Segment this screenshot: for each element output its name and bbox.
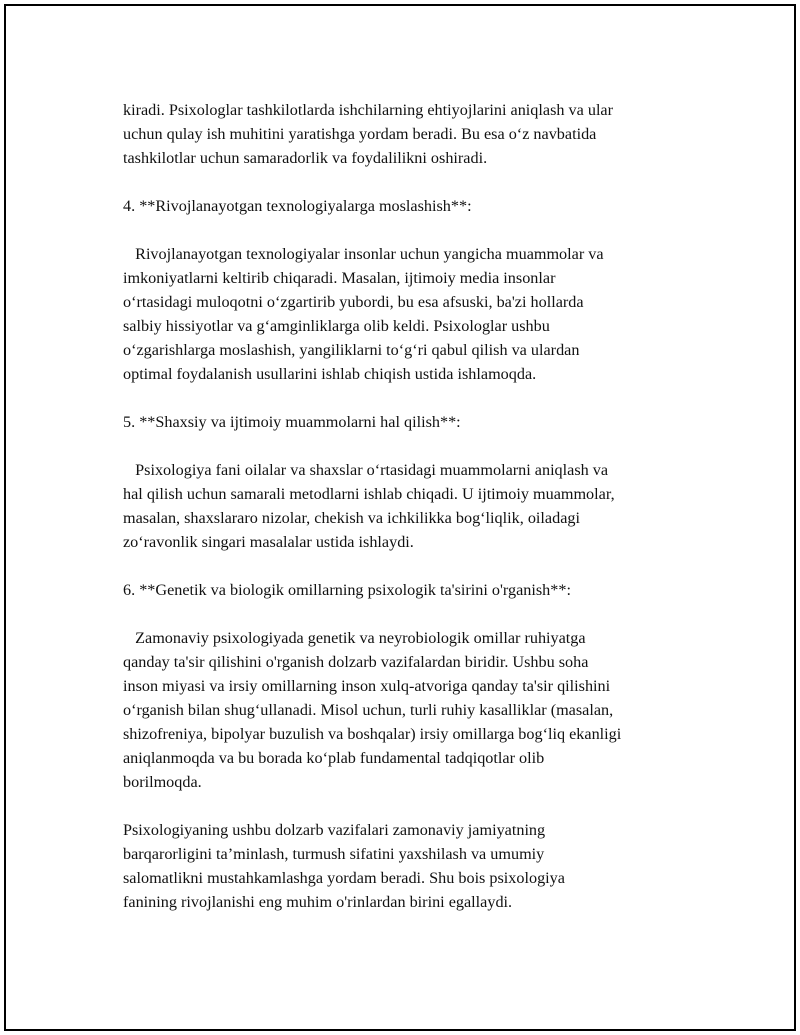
- paragraph-technologies: [123, 242, 703, 386]
- text-line: o‘rtasidagi muloqotni o‘zgartirib yubordi, bu esa afsuski, ba'zi hollarda: [123, 293, 584, 311]
- text-line: inson miyasi va irsiy omillarning inson xulq-atvoriga qanday ta'sir qilishini: [123, 677, 611, 695]
- paragraph-conclusion: [123, 818, 703, 914]
- text-line: Zamonaviy psixologiyada genetik va neyrobiologik omillar ruhiyatga: [123, 629, 586, 647]
- text-line: uchun qulay ish muhitini yaratishga yordam beradi. Bu esa o‘z navbatida: [123, 125, 597, 143]
- text-line: Psixologiyaning ushbu dolzarb vazifalari zamonaviy jamiyatning: [123, 821, 546, 839]
- paragraph-spacer: [123, 218, 703, 242]
- text-line: optimal foydalanish usullarini ishlab chiqish ustida ishlamoqda.: [123, 365, 537, 383]
- heading-line: 6. **Genetik va biologik omillarning psixologik ta'sirini o'rganish**:: [123, 581, 571, 599]
- text-line: o‘zgarishlarga moslashish, yangiliklarni to‘g‘ri qabul qilish va ulardan: [123, 341, 580, 359]
- section-heading-4: [123, 194, 703, 218]
- text-line: salomatlikni mustahkamlashga yordam beradi. Shu bois psixologiya: [123, 869, 565, 887]
- paragraph-intro-continuation: [123, 98, 703, 170]
- document-body: [123, 98, 703, 914]
- text-line: fanining rivojlanishi eng muhim o'rinlardan birini egallaydi.: [123, 893, 513, 911]
- paragraph-social-problems: [123, 458, 703, 554]
- section-heading-6: [123, 578, 703, 602]
- page-frame: [4, 4, 796, 1031]
- paragraph-spacer: [123, 170, 703, 194]
- text-line: Rivojlanayotgan texnologiyalar insonlar uchun yangicha muammolar va: [123, 245, 604, 263]
- paragraph-spacer: [123, 554, 703, 578]
- paragraph-spacer: [123, 386, 703, 410]
- text-line: barqarorligini ta’minlash, turmush sifatini yaxshilash va umumiy: [123, 845, 545, 863]
- paragraph-genetics: [123, 626, 703, 794]
- text-line: borilmoqda.: [123, 773, 202, 791]
- paragraph-spacer: [123, 434, 703, 458]
- paragraph-spacer: [123, 602, 703, 626]
- paragraph-spacer: [123, 794, 703, 818]
- text-line: qanday ta'sir qilishini o'rganish dolzarb vazifalardan biridir. Ushbu soha: [123, 653, 589, 671]
- text-line: shizofreniya, bipolyar buzulish va boshqalar) irsiy omillarga bog‘liq ekanligi: [123, 725, 622, 743]
- text-line: imkoniyatlarni keltirib chiqaradi. Masalan, ijtimoiy media insonlar: [123, 269, 556, 287]
- text-line: salbiy hissiyotlar va g‘amginliklarga olib keldi. Psixologlar ushbu: [123, 317, 550, 335]
- text-line: o‘rganish bilan shug‘ullanadi. Misol uchun, turli ruhiy kasalliklar (masalan,: [123, 701, 614, 719]
- text-line: Psixologiya fani oilalar va shaxslar o‘rtasidagi muammolarni aniqlash va: [123, 461, 609, 479]
- text-line: hal qilish uchun samarali metodlarni ishlab chiqadi. U ijtimoiy muammolar,: [123, 485, 615, 503]
- text-line: kiradi. Psixologlar tashkilotlarda ishchilarning ehtiyojlarini aniqlash va ular: [123, 101, 614, 119]
- text-line: masalan, shaxslararo nizolar, chekish va ichkilikka bog‘liqlik, oiladagi: [123, 509, 580, 527]
- heading-line: 5. **Shaxsiy va ijtimoiy muammolarni hal qilish**:: [123, 413, 461, 431]
- section-heading-5: [123, 410, 703, 434]
- text-line: tashkilotlar uchun samaradorlik va foydalilikni oshiradi.: [123, 149, 488, 167]
- heading-line: 4. **Rivojlanayotgan texnologiyalarga moslashish**:: [123, 197, 472, 215]
- text-line: zo‘ravonlik singari masalalar ustida ishlaydi.: [123, 533, 414, 551]
- text-line: aniqlanmoqda va bu borada ko‘plab fundamental tadqiqotlar olib: [123, 749, 545, 767]
